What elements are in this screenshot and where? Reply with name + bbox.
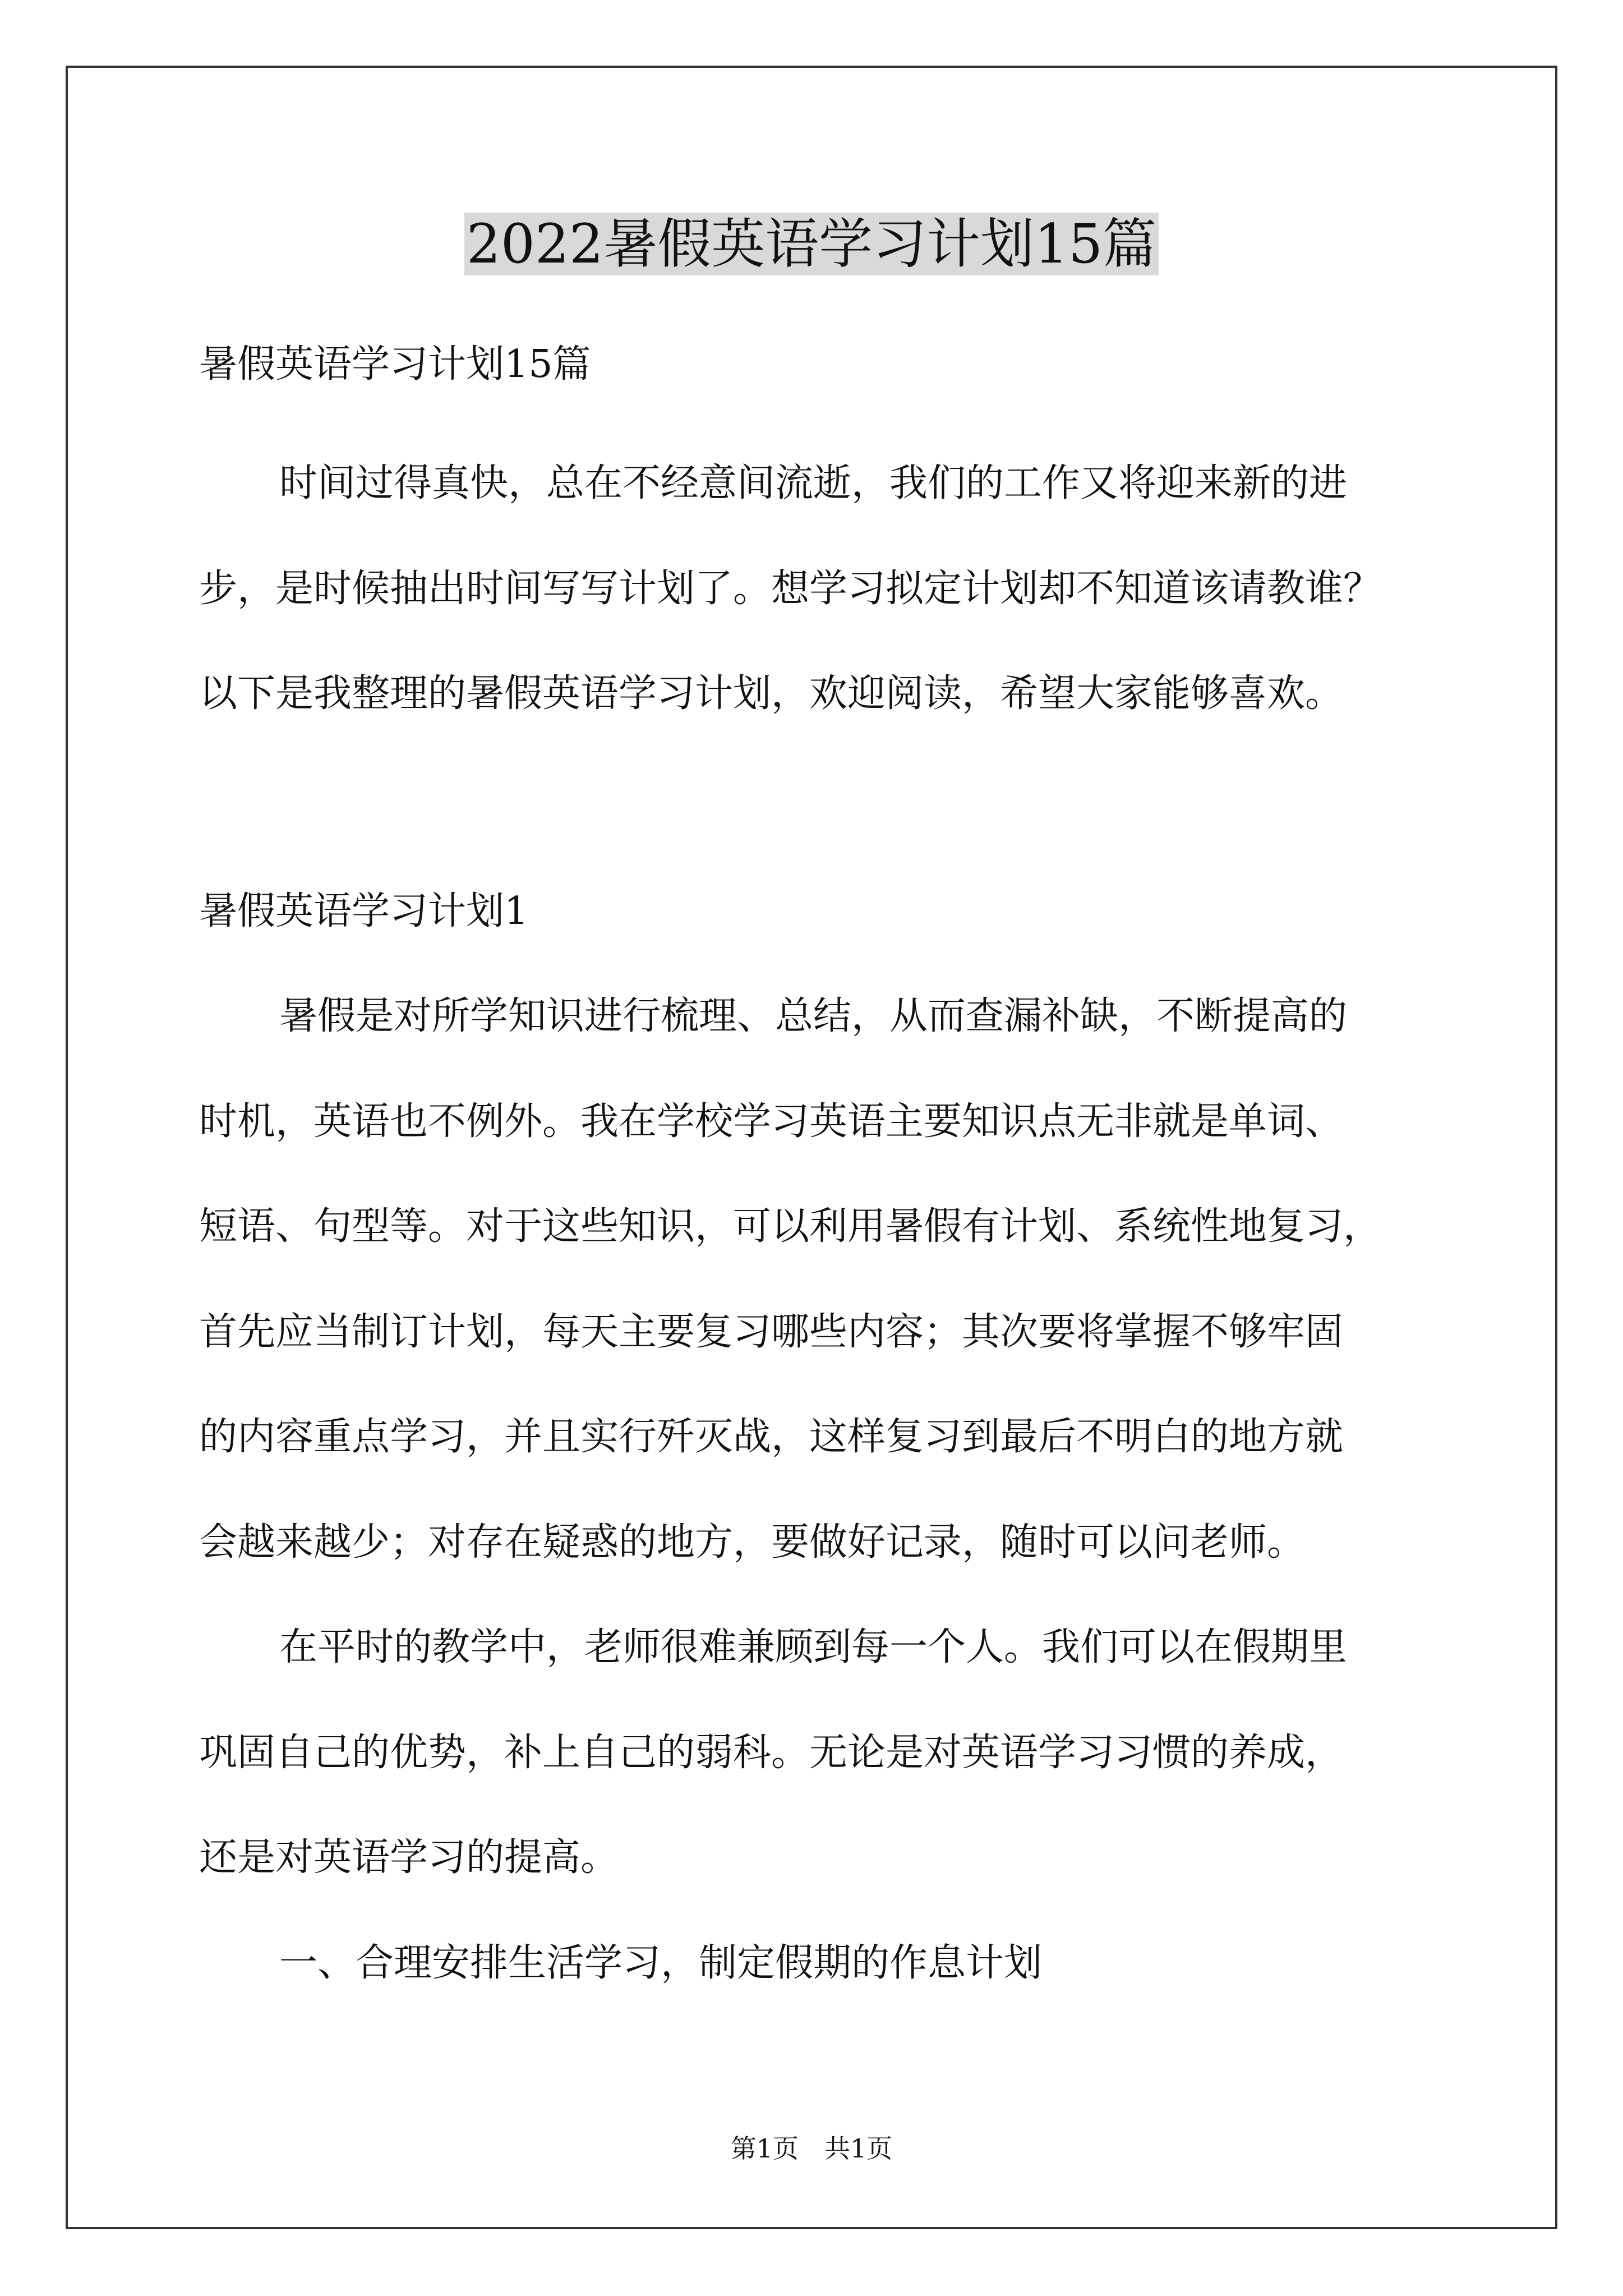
para1-line-1: 暑假是对所学知识进行梳理、总结，从而查漏补缺，不断提高的 <box>279 994 1348 1038</box>
page-footer: 第1页 共1页 <box>730 2133 893 2164</box>
intro-line-2: 步，是时候抽出时间写写计划了。想学习拟定计划却不知道该请教谁？ <box>199 567 1382 611</box>
para2-line-1: 在平时的教学中，老师很难兼顾到每一个人。我们可以在假期里 <box>279 1625 1348 1669</box>
para1-line-2: 时机，英语也不例外。我在学校学习英语主要知识点无非就是单词、 <box>199 1099 1344 1144</box>
intro-line-1: 时间过得真快，总在不经意间流逝，我们的工作又将迎来新的进 <box>279 461 1348 505</box>
subtitle: 暑假英语学习计划15篇 <box>199 342 591 386</box>
point-1: 一、合理安排生活学习，制定假期的作息计划 <box>279 1941 1043 1985</box>
para2-line-2: 巩固自己的优势，补上自己的弱科。无论是对英语学习习惯的养成， <box>199 1731 1344 1775</box>
para1-line-6: 会越来越少；对存在疑惑的地方，要做好记录，随时可以问老师。 <box>199 1520 1306 1565</box>
para1-line-5: 的内容重点学习，并且实行歼灭战，这样复习到最后不明白的地方就 <box>199 1415 1344 1459</box>
intro-line-3: 以下是我整理的暑假英语学习计划，欢迎阅读，希望大家能够喜欢。 <box>199 671 1344 716</box>
para1-line-4: 首先应当制订计划，每天主要复习哪些内容；其次要将掌握不够牢固 <box>199 1310 1344 1354</box>
para2-line-3: 还是对英语学习的提高。 <box>199 1835 619 1880</box>
para1-line-3: 短语、句型等。对于这些知识，可以利用暑假有计划、系统性地复习， <box>199 1204 1382 1249</box>
section-heading: 暑假英语学习计划1 <box>199 889 529 933</box>
document-title: 2022暑假英语学习计划15篇 <box>0 208 1623 280</box>
